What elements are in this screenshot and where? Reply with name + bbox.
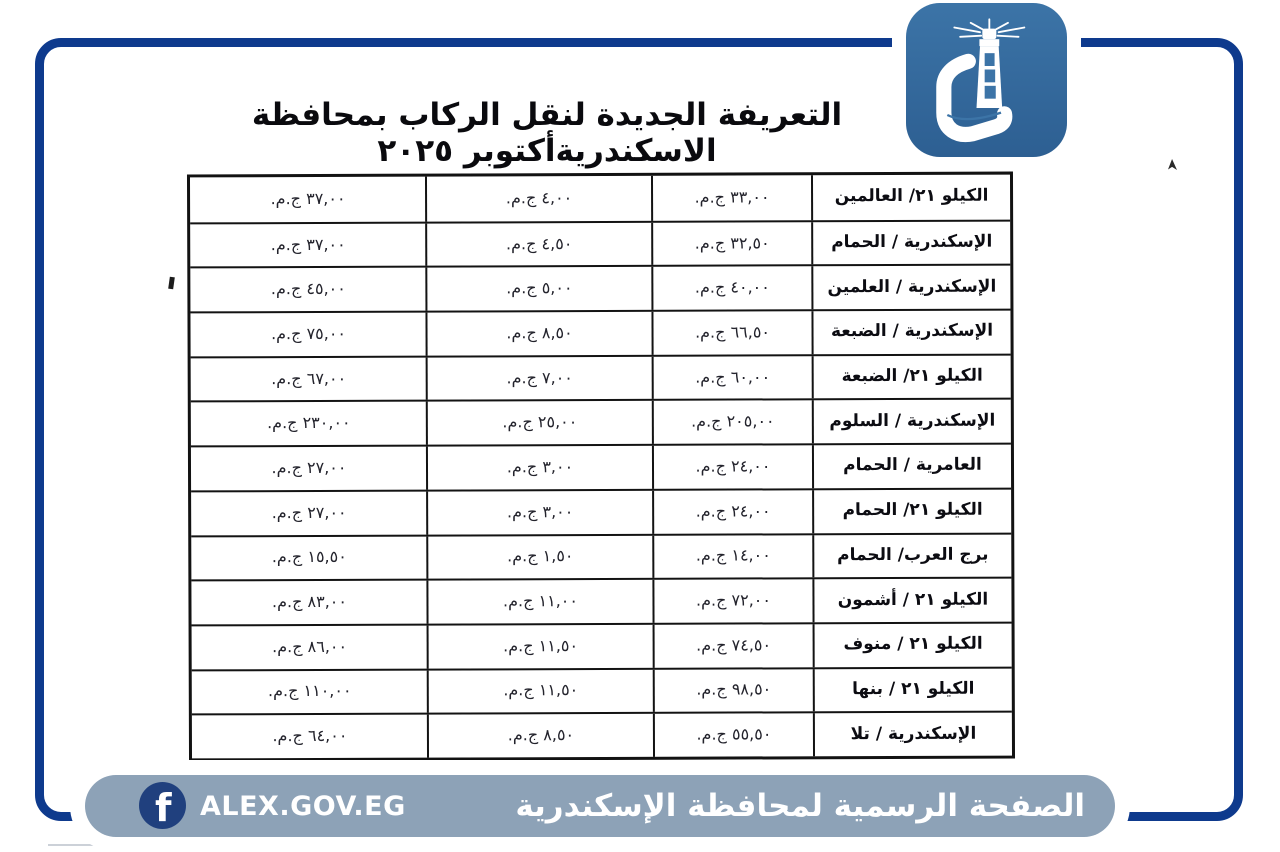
route-cell: الإسكندرية / تلا [813,713,1012,756]
table-row [191,577,1011,625]
old-fare-cell: ٣٣,٠٠ ج.م. [651,175,811,220]
increase-cell: ٢٥,٠٠ ج.م. [426,401,652,444]
increase-cell: ١١,٥٠ ج.م. [427,669,653,712]
governorate-logo [906,3,1067,157]
table-row [190,264,1010,312]
new-fare-cell: ٢٣٠,٠٠ ج.م. [267,413,351,433]
website-label: ALEX.GOV.EG [200,790,406,822]
old-fare-cell: ٥٥,٥٠ ج.م. [653,714,813,757]
new-fare-cell: ١١٠,٠٠ ج.م. [267,681,352,701]
old-fare-cell: ٢٤,٠٠ ج.م. [652,490,812,533]
table-row [191,398,1011,446]
old-fare-cell: ٢٠٥,٠٠ ج.م. [652,401,812,444]
route-cell: برج العرب/ الحمام [812,534,1011,577]
route-cell: الكيلو ٢١ / أشمون [812,579,1011,622]
table-row [190,309,1010,357]
route-cell: العامرية / الحمام [812,445,1011,488]
old-fare-cell: ٩٨,٥٠ ج.م. [653,669,813,712]
route-cell: الكيلو ٢١ / منوف [813,623,1012,666]
old-fare-cell: ٦٦,٥٠ ج.م. [651,311,811,354]
route-cell: الكيلو ٢١/ الحمام [812,489,1011,532]
increase-cell: ٧,٠٠ ج.م. [426,357,652,400]
table-row [192,666,1012,714]
increase-cell: ١١,٠٠ ج.م. [426,580,652,623]
route-cell: الإسكندرية / العلمين [811,266,1010,309]
lighthouse-icon [928,17,1046,143]
old-fare-cell: ٤٠,٠٠ ج.م. [651,267,811,310]
facebook-icon[interactable]: f [139,782,186,829]
new-fare-cell: ٦٤,٠٠ ج.م. [272,725,348,746]
new-fare-cell: ٦٧,٠٠ ج.م. [271,368,347,388]
table-row [190,219,1010,267]
new-fare-cell: ٤٥,٠٠ ج.م. [270,279,346,299]
table-row [191,443,1011,491]
increase-cell: ٨,٥٠ ج.م. [427,714,653,757]
new-fare-cell: ٣٧,٠٠ ج.م. [270,234,346,254]
page-title: التعريفة الجديدة لنقل الركاب بمحافظة الاسكندريةأكتوبر ٢٠٢٥ [251,97,843,169]
increase-cell: ٥,٠٠ ج.م. [425,267,651,310]
increase-cell: ١,٥٠ ج.م. [426,535,652,578]
new-fare-cell: ٢٧,٠٠ ج.م. [271,457,347,478]
old-fare-cell: ٣٢,٥٠ ج.م. [651,222,811,265]
new-fare-cell: ١٥,٥٠ ج.م. [271,547,347,567]
new-fare-cell: ٨٦,٠٠ ج.م. [272,636,348,656]
increase-cell: ٤,٥٠ ج.م. [425,223,651,266]
scan-paper-edge [48,844,1058,846]
route-cell: الكيلو ٢١ / بنها [813,668,1012,711]
old-fare-cell: ٢٤,٠٠ ج.م. [652,445,812,488]
new-fare-cell: ٨٣,٠٠ ج.م. [271,591,347,612]
facebook-page-name: الصفحة الرسمية لمحافظة الإسكندرية [515,788,1085,824]
table-row [192,621,1012,669]
route-cell: الإسكندرية / الحمام [811,221,1010,264]
new-fare-cell: ٣٧,٠٠ ج.م. [270,188,346,208]
route-cell: الإسكندرية / الضبعة [811,311,1010,354]
increase-cell: ١١,٥٠ ج.م. [427,625,653,668]
table-row [190,175,1010,223]
old-fare-cell: ٧٢,٠٠ ج.م. [652,579,812,622]
fare-table [187,172,1015,762]
table-row [191,487,1011,535]
increase-cell: ٣,٠٠ ج.م. [426,491,652,534]
table-row [192,711,1012,759]
old-fare-cell: ٧٤,٥٠ ج.م. [653,624,813,667]
route-cell: الكيلو ٢١/ العالمين [811,175,1010,220]
route-cell: الإسكندرية / السلوم [812,400,1011,443]
increase-cell: ٣,٠٠ ج.م. [426,446,652,489]
new-fare-cell: ٧٥,٠٠ ج.م. [271,323,347,344]
table-row [191,532,1011,580]
table-row [191,353,1011,401]
footer-bar [85,775,1115,837]
route-cell: الكيلو ٢١/ الضبعة [812,355,1011,398]
new-fare-cell: ٢٧,٠٠ ج.م. [271,502,347,522]
old-fare-cell: ٦٠,٠٠ ج.م. [652,356,812,399]
increase-cell: ٨,٥٠ ج.م. [425,312,651,355]
increase-cell: ٤,٠٠ ج.م. [425,176,651,221]
old-fare-cell: ١٤,٠٠ ج.م. [652,535,812,578]
